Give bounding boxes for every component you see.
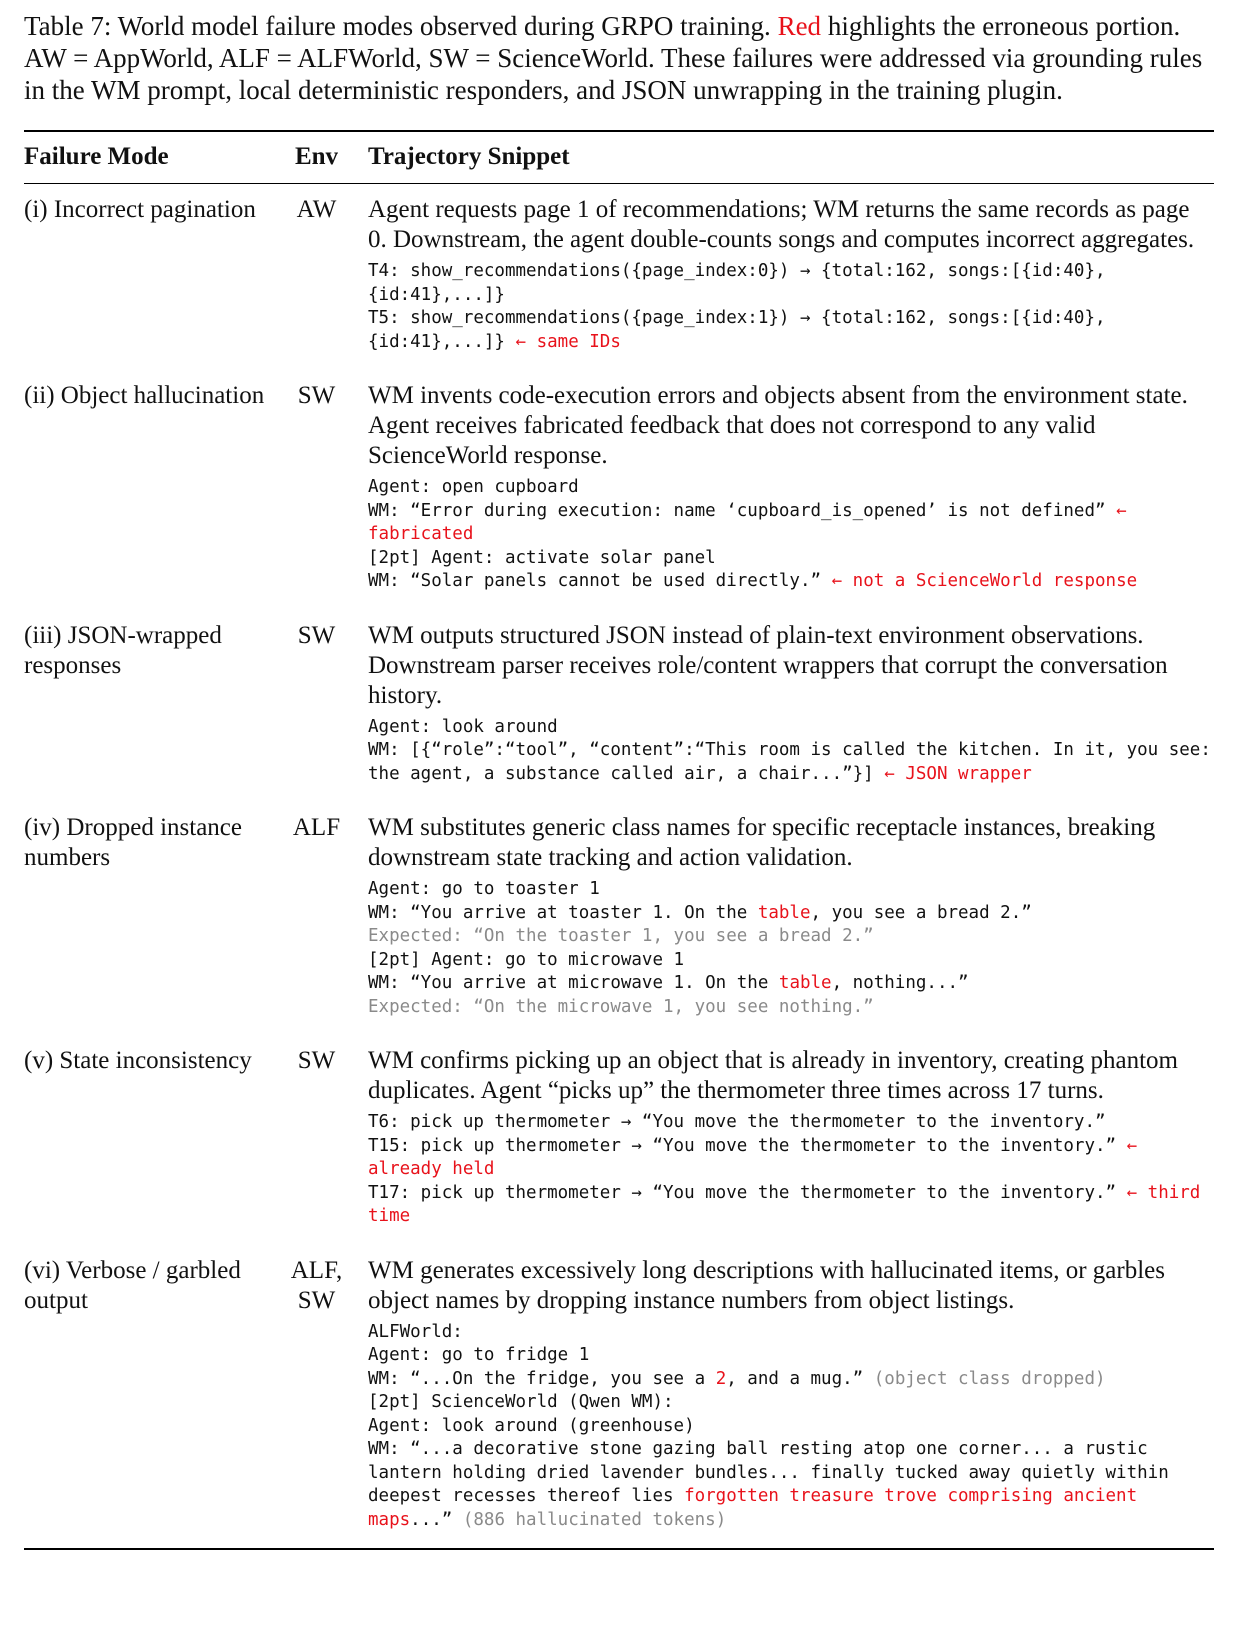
- table-row: [24, 370, 1214, 610]
- snippet-line: [368, 972, 1214, 996]
- error-highlight: forgotten treasure trove comprising ancient maps: [368, 1486, 1138, 1530]
- error-highlight: table: [778, 973, 832, 993]
- snippet-description: WM generates excessively long descriptions with hallucinated items, or garbles object names by dropping instance numbers from object listings.: [368, 1256, 1165, 1314]
- code-snippet: [368, 716, 1214, 787]
- trajectory-snippet-cell: [354, 802, 1214, 1035]
- snippet-text: [2pt] ScienceWorld (Qwen WM):: [368, 1392, 674, 1412]
- env-cell: ALF: [292, 814, 341, 841]
- code-snippet: [368, 1111, 1214, 1229]
- snippet-line: [368, 570, 1214, 594]
- snippet-description: Agent requests page 1 of recommendations; WM returns the same records as page 0. Downstream, the agent double-counts songs and computes incorrect aggregates.: [368, 196, 1195, 253]
- snippet-text: [2pt] Agent: go to microwave 1: [368, 949, 685, 970]
- snippet-line: [368, 1344, 1214, 1368]
- snippet-line: [368, 1182, 1214, 1229]
- table-row: [24, 802, 1214, 1035]
- env-cell: SW: [297, 621, 336, 649]
- trajectory-snippet-cell: [354, 610, 1214, 803]
- code-snippet: [368, 878, 1214, 1019]
- snippet-line: [368, 1321, 1214, 1345]
- snippet-text: WM: “Solar panels cannot be used directly.”: [368, 571, 832, 591]
- snippet-line: [368, 500, 1214, 547]
- table-row: [24, 1035, 1214, 1245]
- snippet-line: [368, 878, 1214, 902]
- snippet-line: [368, 1391, 1214, 1415]
- env-cell: ALF, SW: [290, 1256, 343, 1314]
- snippet-text: Agent: go to fridge 1: [368, 1345, 590, 1365]
- snippet-line: [368, 996, 1214, 1020]
- header-trajectory-snippet: Trajectory Snippet: [368, 143, 570, 170]
- table-row: [24, 184, 1214, 371]
- error-highlight: ← third time: [368, 1182, 1201, 1226]
- failure-mode-cell: (v) State inconsistency: [24, 1047, 252, 1074]
- snippet-text: Agent: open cupboard: [368, 477, 579, 497]
- failure-modes-table: [24, 130, 1214, 1550]
- snippet-line: [368, 1368, 1214, 1392]
- paper-page: [24, 10, 1214, 1550]
- snippet-line: [368, 925, 1214, 949]
- error-highlight: ← JSON wrapper: [884, 763, 1032, 784]
- snippet-text: [2pt] Agent: activate solar panel: [368, 547, 716, 568]
- failure-mode-cell: (vi) Verbose / garbled output: [24, 1256, 241, 1314]
- expected-note: Expected: “On the toaster 1, you see a bread 2.”: [368, 926, 874, 946]
- error-highlight: ← same IDs: [515, 331, 621, 352]
- trajectory-snippet-cell: [354, 1035, 1214, 1245]
- snippet-text: Agent: look around (greenhouse): [368, 1415, 695, 1436]
- snippet-line: [368, 1135, 1214, 1182]
- caption-rest: highlights the erroneous portion. AW = AppWorld, ALF = ALFWorld, SW = ScienceWorld. These failures were addressed via grounding rules in the WM prompt, local deterministic responders, and JSON unwrapping in the training plugin.: [24, 11, 1203, 105]
- snippet-line: [368, 260, 1214, 307]
- env-cell: AW: [296, 196, 337, 223]
- snippet-text: WM: “...On the fridge, you see a: [368, 1368, 716, 1389]
- trajectory-snippet-cell: [354, 1245, 1214, 1550]
- snippet-text: T17: pick up thermometer → “You move the thermometer to the inventory.”: [368, 1182, 1127, 1203]
- trajectory-snippet-cell: [354, 184, 1214, 371]
- failure-mode-cell: (i) Incorrect pagination: [24, 196, 256, 223]
- snippet-text: T6: pick up thermometer → “You move the thermometer to the inventory.”: [368, 1112, 1106, 1132]
- snippet-description: WM confirms picking up an object that is already in inventory, creating phantom duplicates. Agent “picks up” the thermometer three times across 17 turns.: [368, 1047, 1178, 1104]
- snippet-description: WM outputs structured JSON instead of plain-text environment observations. Downstream parser receives role/content wrappers that corrupt the conversation history.: [368, 621, 1168, 709]
- table-caption: [24, 10, 1214, 106]
- failure-mode-cell: (ii) Object hallucination: [24, 382, 265, 409]
- trajectory-snippet-cell: [354, 370, 1214, 610]
- snippet-description: WM substitutes generic class names for specific receptacle instances, breaking downstream state tracking and action validation.: [368, 814, 1156, 871]
- expected-note: Expected: “On the microwave 1, you see nothing.”: [368, 996, 874, 1017]
- snippet-line: [368, 739, 1214, 786]
- snippet-line: [368, 949, 1214, 973]
- snippet-text: ALFWorld:: [368, 1321, 463, 1342]
- code-snippet: [368, 1321, 1214, 1533]
- snippet-description: WM invents code-execution errors and objects absent from the environment state. Agent receives fabricated feedback that does not correspond to any valid ScienceWorld response.: [368, 382, 1188, 469]
- table-row: [24, 1245, 1214, 1550]
- snippet-text: WM: “You arrive at microwave 1. On the: [368, 973, 779, 993]
- expected-note: (object class dropped): [873, 1368, 1106, 1389]
- env-cell: SW: [297, 1047, 336, 1074]
- env-cell: SW: [297, 382, 336, 409]
- table-header-row: [24, 131, 1214, 184]
- snippet-text: T5: show_recommendations({page_index:1}) → {total:162, songs:[{id:40},{id:41},...]}: [368, 308, 1106, 352]
- snippet-text: WM: “Error during execution: name ‘cupboard_is_opened’ is not defined”: [368, 500, 1117, 521]
- snippet-line: [368, 547, 1214, 571]
- error-highlight: 2: [715, 1368, 727, 1389]
- snippet-line: [368, 716, 1214, 740]
- error-highlight: ← not a ScienceWorld response: [831, 571, 1138, 591]
- error-highlight: table: [757, 902, 811, 923]
- error-highlight: ← already held: [368, 1135, 1138, 1179]
- snippet-text: , and a mug.”: [726, 1368, 874, 1389]
- expected-note: (886 hallucinated tokens): [462, 1509, 727, 1530]
- failure-mode-cell: (iv) Dropped instance numbers: [24, 814, 242, 871]
- snippet-text: T15: pick up thermometer → “You move the thermometer to the inventory.”: [368, 1135, 1127, 1156]
- header-failure-mode: Failure Mode: [24, 143, 169, 170]
- table-row: [24, 610, 1214, 803]
- snippet-line: [368, 1438, 1214, 1532]
- snippet-text: Agent: look around: [368, 716, 558, 737]
- code-snippet: [368, 260, 1214, 354]
- snippet-text: T4: show_recommendations({page_index:0}) → {total:162, songs:[{id:40},{id:41},...]}: [368, 261, 1106, 305]
- snippet-text: ...”: [410, 1509, 463, 1530]
- snippet-text: Agent: go to toaster 1: [368, 879, 600, 899]
- snippet-line: [368, 1415, 1214, 1439]
- snippet-line: [368, 1111, 1214, 1135]
- snippet-text: WM: [{“role”:“tool”, “content”:“This room is called the kitchen. In it, you see: the agent, a substance called air, a chair...”}]: [368, 740, 1211, 784]
- snippet-text: WM: “You arrive at toaster 1. On the: [368, 902, 758, 923]
- snippet-text: , you see a bread 2.”: [810, 902, 1032, 923]
- snippet-line: [368, 307, 1214, 354]
- caption-red-word: Red: [777, 11, 822, 41]
- code-snippet: [368, 476, 1214, 594]
- snippet-text: , nothing...”: [831, 973, 969, 993]
- caption-prefix: Table 7: World model failure modes observed during GRPO training.: [24, 11, 778, 41]
- snippet-text: WM: “...a decorative stone gazing ball resting atop one corner... a rustic lantern holding dried lavender bundles... finally tucked away quietly within deepest recesses thereof lies: [368, 1439, 1169, 1506]
- header-env: Env: [294, 143, 339, 170]
- error-highlight: ← fabricated: [368, 500, 1127, 544]
- snippet-line: [368, 902, 1214, 926]
- snippet-line: [368, 476, 1214, 500]
- failure-mode-cell: (iii) JSON-wrapped responses: [24, 621, 222, 679]
